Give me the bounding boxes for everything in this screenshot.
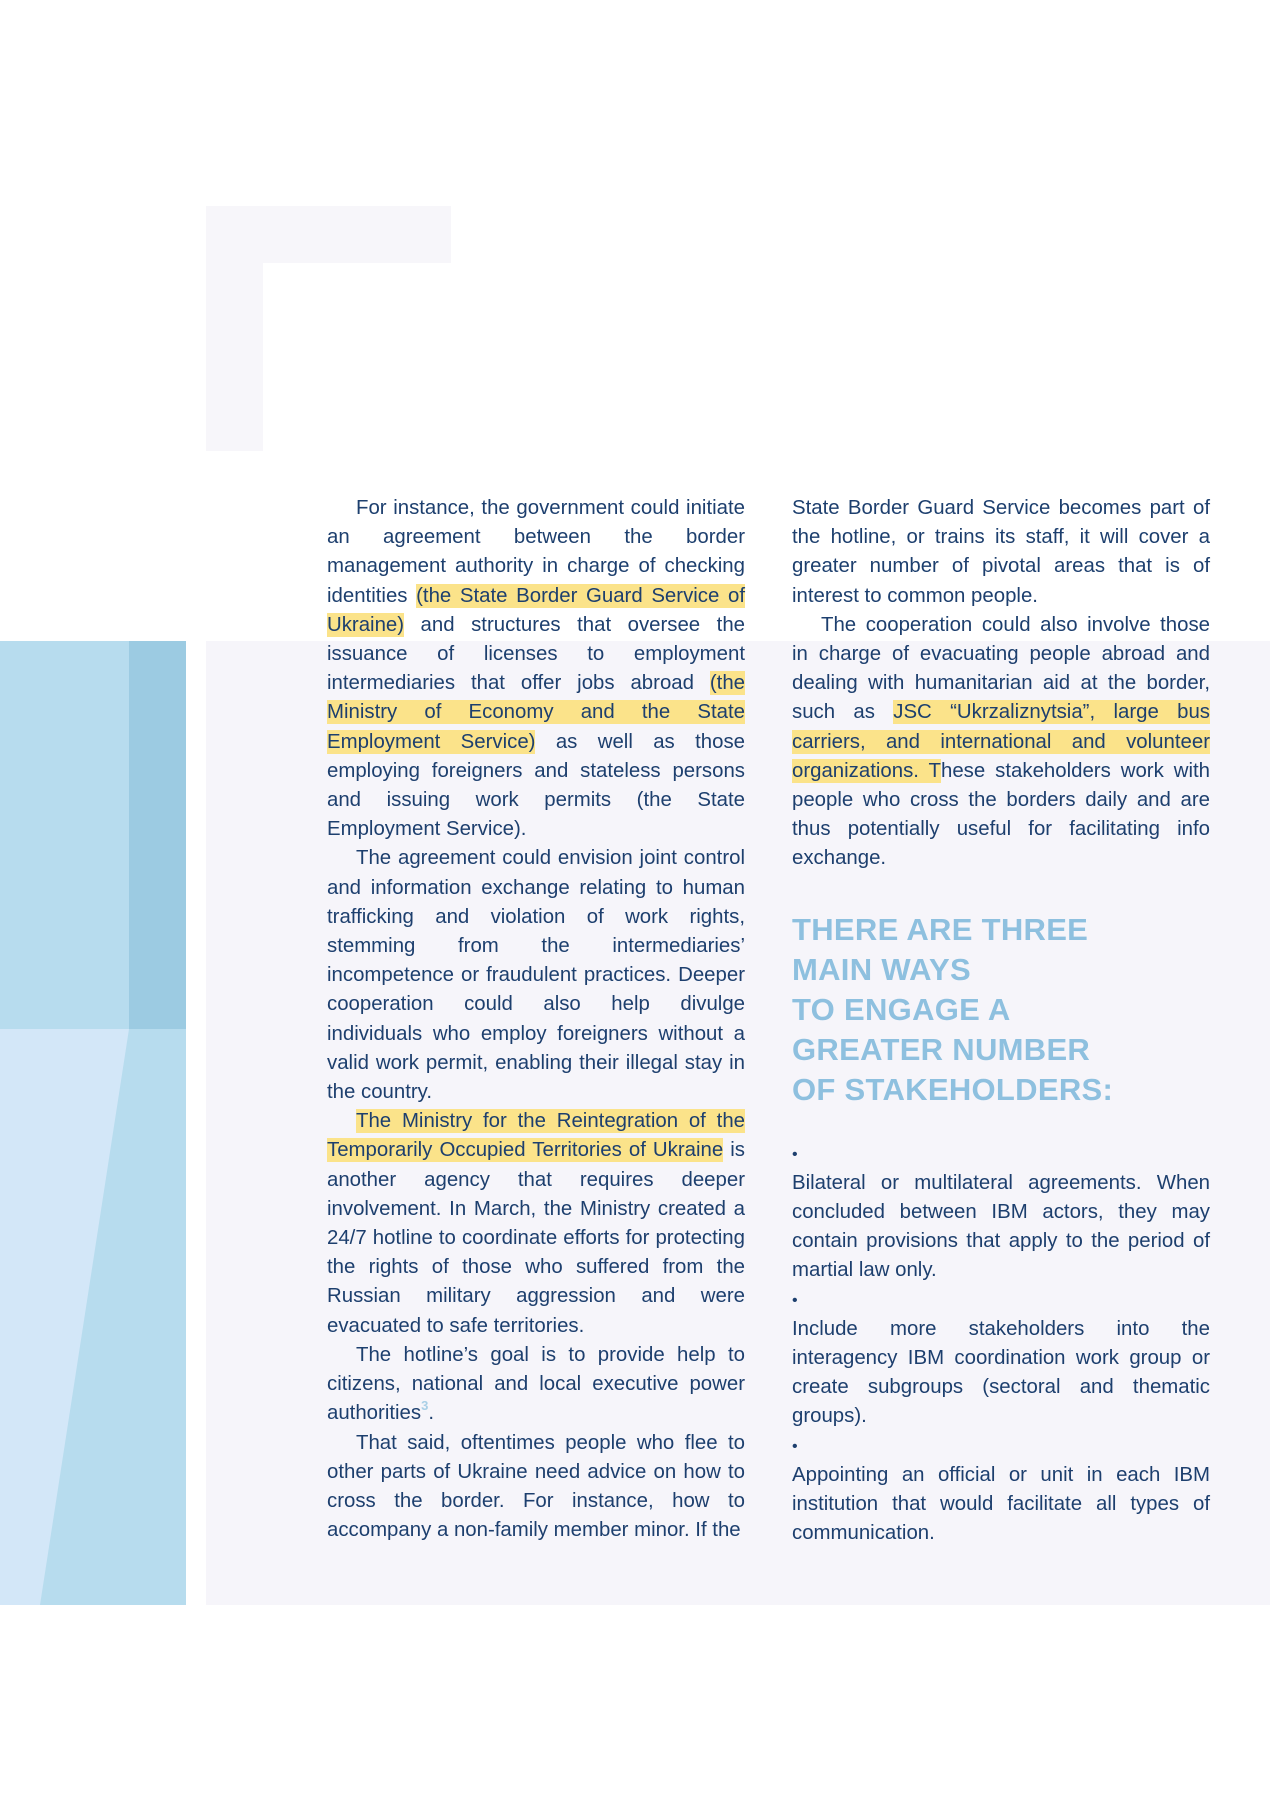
text-run: The cooperation could also involve those in charge of evacuating people abroad and dealing with humanitarian aid at the border, such as [792,613,1210,724]
list-item-text: Include more stakeholders into the interagency IBM coordination work group or create subgroups (sectoral and thematic groups). [792,1317,1210,1428]
section-heading [792,910,1210,1110]
paragraph [327,1107,745,1341]
paragraph: That said, oftentimes people who flee to other parts of Ukraine need advice on how to cross the border. For instance, how to accompany a non-family member minor. If the [327,1431,745,1542]
list-item-text: Appointing an official or unit in each IBM institution that would facilitate all types of communication. [792,1463,1210,1545]
left-column [327,494,745,1545]
list-item [792,1286,1210,1432]
highlighted-text: (the State Border Guard Service of Ukraine) [327,584,745,636]
highlighted-text: The Ministry for the Reintegration of the Temporarily Occupied Territories of Ukraine [327,1110,745,1162]
bullet-icon: • [792,1291,798,1309]
text-run: hese stakeholders work with people who cross the borders daily and are thus potentially useful for facilitating info exchange. [792,759,1210,870]
heading-line: TO ENGAGE A [792,991,1011,1027]
text-run: The hotline’s goal is to provide help to citizens, national and local executive power authorities [327,1343,745,1425]
paragraph [792,611,1210,874]
bullet-icon: • [792,1437,798,1455]
side-decoration [0,641,186,1605]
right-column [792,494,1210,1548]
paragraph [327,1341,745,1429]
paragraph: The agreement could envision joint control and information exchange relating to human trafficking and violation of work rights, stemming from the intermediaries’ incompetence or fraudulent practices. Deeper cooperation could also help divulge individuals who employ foreigners without a valid work permit, enabling their illegal stay in the country. [327,847,745,1104]
footnote-reference[interactable]: 3 [421,1398,429,1414]
bullet-icon: • [792,1145,798,1163]
list-item-text: Bilateral or multilateral agreements. When concluded between IBM actors, they may contain provisions that apply to the period of martial law only. [792,1171,1210,1282]
paragraph [327,494,745,844]
heading-line: GREATER NUMBER [792,1031,1091,1067]
text-run: . [428,1402,434,1425]
side-block-dark [129,641,186,1029]
list-item [792,1140,1210,1286]
text-run: and structures that oversee the issuance of licenses to employment intermediaries that offer jobs abroad [327,613,745,695]
text-run: For instance, the government could initiate an agreement between the border management authority in charge of checking identities [327,497,745,607]
side-block-light [0,641,129,1029]
text-run: is another agency that requires deeper involvement. In March, the Ministry created a 24/7 hotline to coordinate efforts for protecting the rights of those who suffered from the Russian military aggression and were evacuated to safe territories. [327,1139,745,1337]
stakeholder-ways-list [792,1140,1210,1549]
decorative-bracket-left [206,206,263,451]
list-item [792,1432,1210,1549]
highlighted-text: (the Ministry of Economy and the State Employment Service) [327,672,745,753]
paragraph: State Border Guard Service becomes part of the hotline, or trains its staff, it will cover a greater number of pivotal areas that is of interest to common people. [792,497,1210,607]
text-run: as well as those employing foreigners and stateless persons and issuing work permits (the State Employment Service). [327,730,745,841]
highlighted-text: JSC “Ukrzaliznytsia”, large bus carriers, and international and volunteer organizations. T [792,701,1211,782]
heading-line: THERE ARE THREE [792,911,1089,947]
side-decoration-graphic [0,641,186,1605]
heading-line: MAIN WAYS [792,951,971,987]
heading-line: OF STAKEHOLDERS: [792,1071,1114,1107]
